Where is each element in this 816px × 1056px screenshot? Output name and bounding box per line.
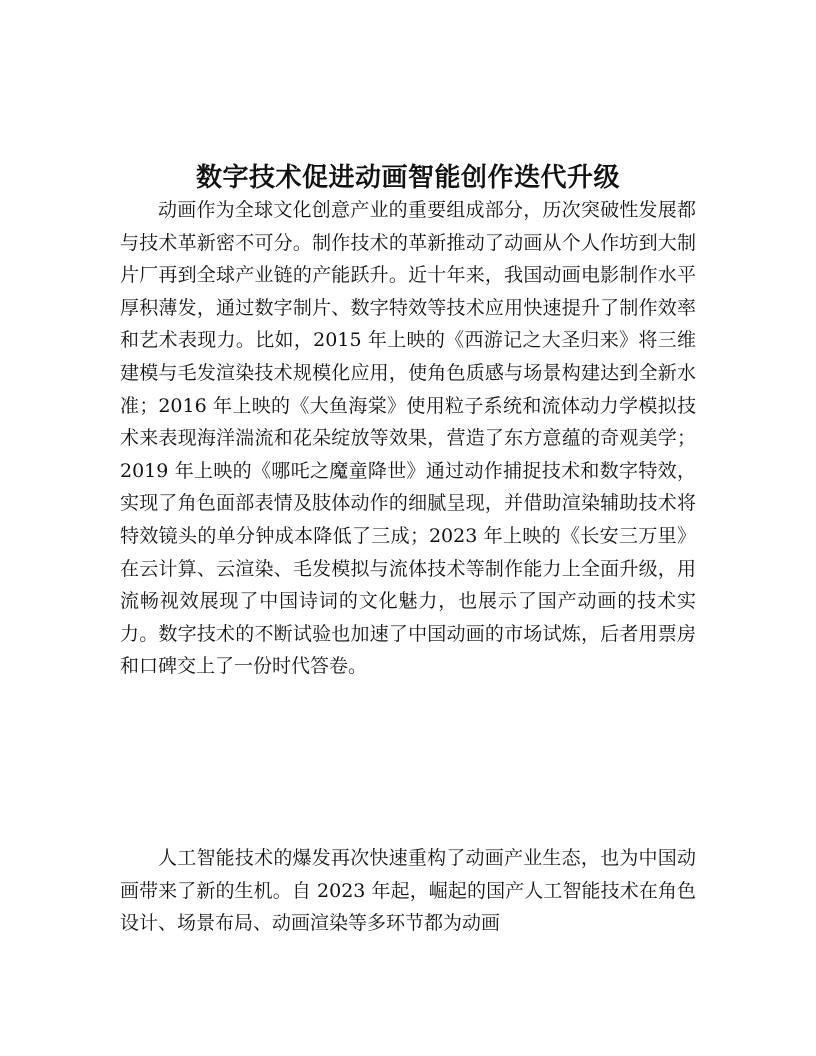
document-title: 数字技术促进动画智能创作迭代升级 — [195, 163, 620, 194]
paragraph-animation-technology: 动画作为全球文化创意产业的重要组成部分，历次突破性发展都与技术革新密不可分。制作技术的革新推动了动画从个人作坊到大制片厂再到全球产业链的产能跃升。近十年来，我国动画电影制作水平厚积薄发，通过数字制片、数字特效等技术应用快速提升了制作效率和艺术表现力。比如，2015 年上映的《西游记之大圣归来》将三维建模与毛发渲染技术规模化应用，使角色质感与场景构建达到全新水准；2016 年上映的《大鱼海棠》使用粒子系统和流体动力学模拟技术来表现海洋湍流和花朵绽放等效果，营造了东方意蕴的奇观美学；2019 年上映的《哪吒之魔童降世》通过动作捕捉技术和数字特效，实现了角色面部表情及肢体动作的细腻呈现，并借助渲染辅助技术将特效镜头的单分钟成本降低了三成；2023 年上映的《长安三万里》在云计算、云渲染、毛发模拟与流体技术等制作能力上全面升级，用流畅视效展现了中国诗词的文化魅力，也展示了国产动画的技术实力。数字技术的不断试验也加速了中国动画的市场试炼，后者用票房和口碑交上了一份时代答卷。 — [120, 199, 696, 678]
paragraph-artificial-intelligence: 人工智能技术的爆发再次快速重构了动画产业生态，也为中国动画带来了新的生机。自 2023 年起，崛起的国产人工智能技术在角色设计、场景布局、动画渲染等多环节都为动画 — [120, 847, 696, 935]
